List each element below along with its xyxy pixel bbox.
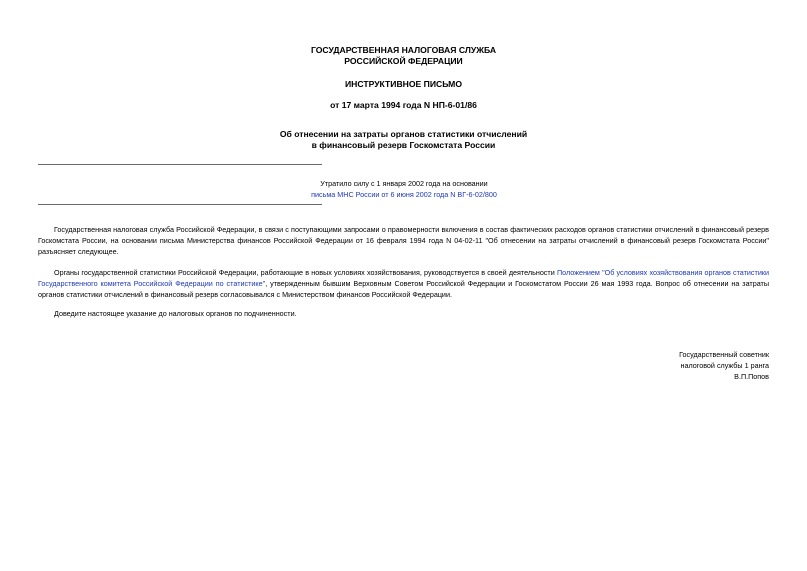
document-type: ИНСТРУКТИВНОЕ ПИСЬМО: [344, 79, 463, 89]
paragraph-2-text-end: , утвержденным бывшим Верховным Советом Российской Федерации и Госкомстатом России 26 мая 1993 года. Вопрос об отнесении на затраты органов статистики отчислений в финансовый резерв согласовывался с Министерством финансов Российской Федерации.: [38, 279, 769, 299]
organization-line-2: РОССИЙСКОЙ ФЕДЕРАЦИИ: [344, 56, 463, 66]
body-paragraph-1: Государственная налоговая служба Российской Федерации, в связи с поступающими запросами о правомерности включения в состав фактических расходов органов статистики отчислений в финансовый резерв Госкомстата России, на основании письма Министерства финансов Российской Федерации от 16 февраля 1994 года N 04-02-11 "Об отнесении на затраты отчислений в финансовый резерв Госкомстата России" разъясняет следующее.: [38, 225, 769, 256]
regulation-link[interactable]: Положением "Об условиях хозяйствования органов статистики Государственного комитета Российской Федерации по статистике": [38, 268, 769, 288]
divider-top: [38, 164, 322, 165]
organization-line-1: ГОСУДАРСТВЕННАЯ НАЛОГОВАЯ СЛУЖБА: [310, 45, 497, 55]
divider-bottom: [38, 204, 322, 205]
body-paragraph-2: [38, 267, 769, 300]
paragraph-2-text-start: Органы государственной статистики Российской Федерации, работающие в новых условиях хозяйствования, руководствуется в своей деятельности: [54, 268, 557, 277]
signatory-title-1: Государственный советник: [679, 350, 769, 359]
signature-block: [679, 349, 769, 382]
signatory-name: В.П.Попов: [734, 372, 769, 381]
issuing-organization: [0, 45, 807, 67]
validity-status: [200, 178, 608, 200]
body-paragraph-3: Доведите настоящее указание до налоговых органов по подчиненности.: [54, 309, 297, 318]
subject-line-1: Об отнесении на затраты органов статистики отчислений: [279, 129, 528, 139]
document-subject: [0, 129, 807, 151]
repeal-letter-link[interactable]: письма МНС России от 6 июня 2002 года N ВГ-6-02/800: [311, 190, 497, 199]
status-text: Утратило силу с 1 января 2002 года на основании: [320, 179, 488, 188]
document-date-number: от 17 марта 1994 года N НП-6-01/86: [330, 100, 477, 110]
signatory-title-2: налоговой службы 1 ранга: [680, 361, 769, 370]
subject-line-2: в финансовый резерв Госкомстата России: [311, 140, 496, 150]
